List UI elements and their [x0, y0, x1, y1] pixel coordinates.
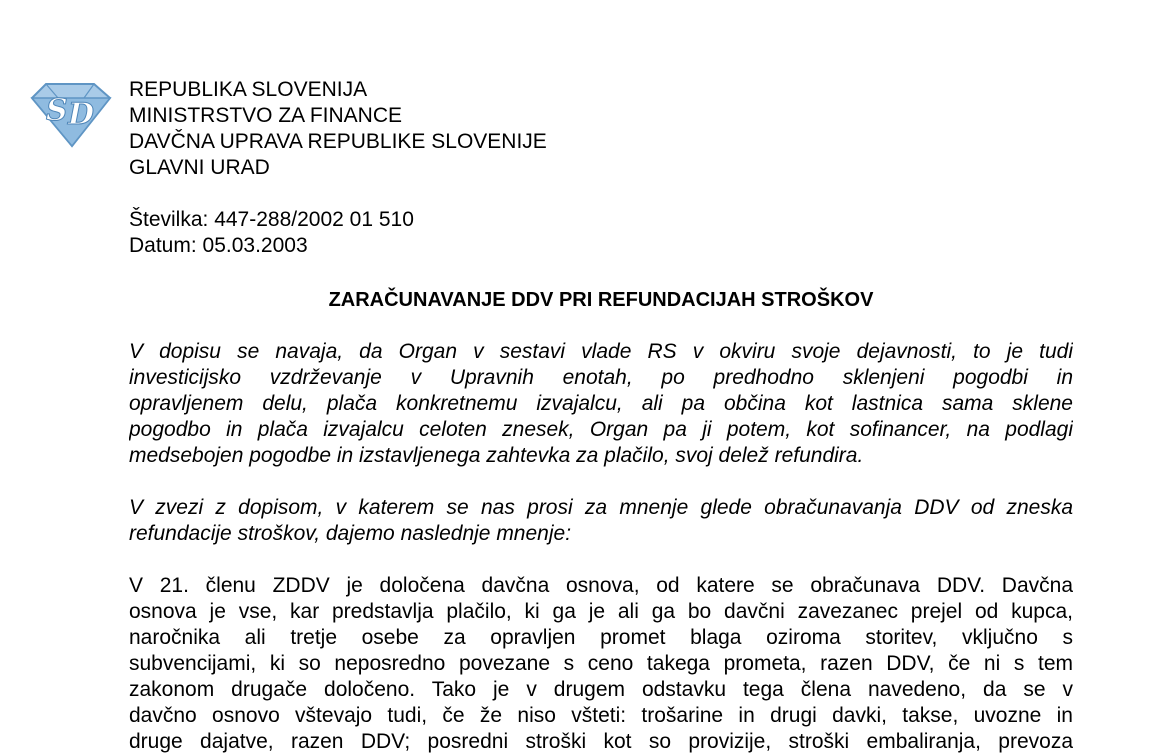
- paragraph-line: davčno osnovo vštevajo tudi, če že niso všteti: trošarine in drugi davki, takse, uvozne in: [129, 704, 1073, 727]
- paragraph-request-description: [129, 339, 1073, 469]
- paragraph-line: opravljenem delu, plača konkretnemu izvajalcu, ali pa občina kot lastnica sama sklene: [129, 392, 1073, 415]
- letterhead: [129, 77, 547, 181]
- paragraph-line: osnova je vse, kar predstavlja plačilo, ki ga je ali ga bo davčni zavezanec prejel od kupca,: [129, 600, 1073, 623]
- letterhead-line-tax-administration: DAVČNA UPRAVA REPUBLIKE SLOVENIJE: [129, 130, 547, 153]
- paragraph-legal-basis: [129, 573, 1073, 755]
- document-title: ZARAČUNAVANJE DDV PRI REFUNDACIJAH STROŠKOV: [328, 289, 874, 311]
- svg-text:D: D: [68, 97, 95, 132]
- paragraph-opinion-intro: [129, 495, 1073, 547]
- paragraph-line: investicijsko vzdrževanje v Upravnih enotah, po predhodno sklenjeni pogodbi in: [129, 366, 1073, 389]
- document-meta: [129, 207, 414, 259]
- paragraph-line: zakonom drugače določeno. Tako je v drugem odstavku tega člena navedeno, da se v: [129, 678, 1073, 701]
- svg-text:S: S: [46, 93, 68, 128]
- paragraph-line: pogodbo in plača izvajalcu celoten znesek, Organ pa ji potem, kot sofinancer, na podlagi: [129, 418, 1073, 441]
- paragraph-line: medsebojen pogodbe in izstavljenega zahtevka za plačilo, svoj delež refundira.: [129, 444, 864, 467]
- document-number: Številka: 447-288/2002 01 510: [129, 208, 414, 231]
- tax-administration-emblem-icon: [28, 78, 112, 150]
- letterhead-line-ministry: MINISTRSTVO ZA FINANCE: [129, 104, 403, 127]
- paragraph-line: V zvezi z dopisom, v katerem se nas prosi za mnenje glede obračunavanja DDV od zneska: [129, 496, 1073, 519]
- letterhead-line-head-office: GLAVNI URAD: [129, 156, 270, 179]
- paragraph-line: naročnika ali tretje osebe za opravljen promet blaga oziroma storitev, vključno s: [129, 626, 1073, 649]
- paragraph-line: V dopisu se navaja, da Organ v sestavi vlade RS v okviru svoje dejavnosti, to je tudi: [129, 340, 1073, 363]
- paragraph-line: druge dajatve, razen DDV; posredni stroški kot so provizije, stroški embaliranja, prevoza: [129, 730, 1073, 753]
- paragraph-line: subvencijami, ki so neposredno povezane s ceno takega prometa, razen DDV, če ni s tem: [129, 652, 1073, 675]
- paragraph-line: refundacije stroškov, dajemo naslednje mnenje:: [129, 522, 572, 545]
- paragraph-line: V 21. členu ZDDV je določena davčna osnova, od katere se obračunava DDV. Davčna: [129, 574, 1073, 597]
- letterhead-line-republic: REPUBLIKA SLOVENIJA: [129, 78, 368, 101]
- document-date: Datum: 05.03.2003: [129, 234, 308, 257]
